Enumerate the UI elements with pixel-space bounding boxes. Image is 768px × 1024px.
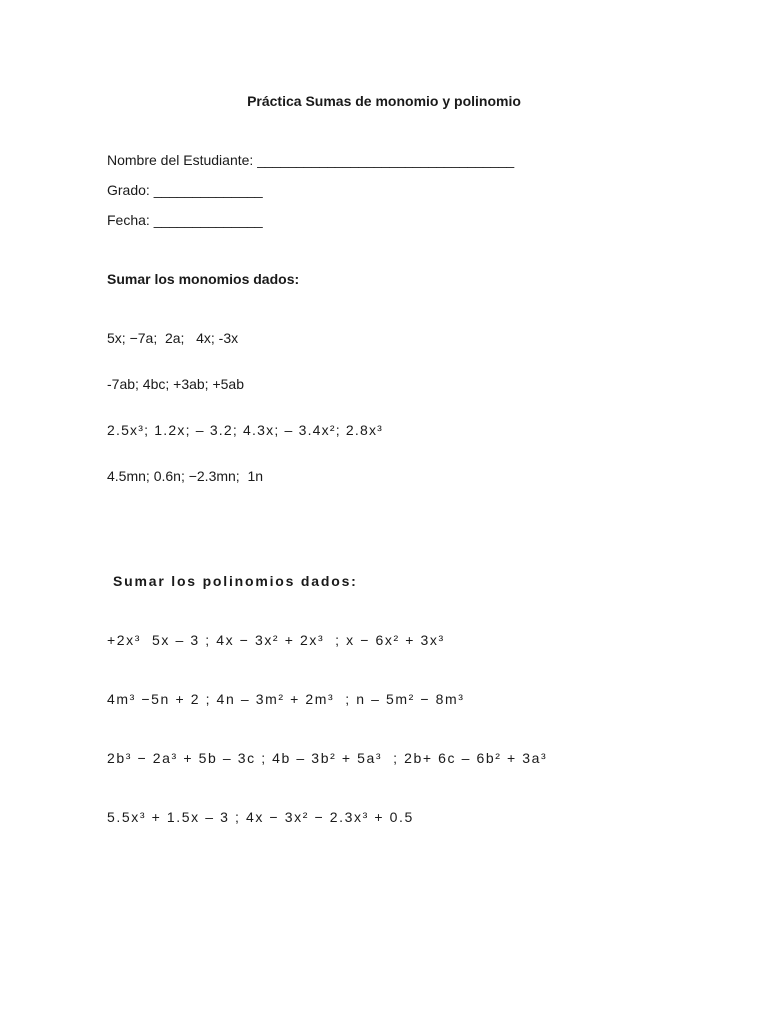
polynomial-exercise-4: 5.5x³ + 1.5x – 3 ; 4x − 3x² − 2.3x³ + 0.5 [107, 809, 414, 825]
monomial-exercise-3: 2.5x³; 1.2x; – 3.2; 4.3x; – 3.4x²; 2.8x³ [107, 422, 384, 438]
polynomials-heading: Sumar los polinomios dados: [113, 573, 358, 589]
page-title: Práctica Sumas de monomio y polinomio [247, 93, 521, 109]
polynomial-exercise-1: +2x³ 5x – 3 ; 4x − 3x² + 2x³ ; x − 6x² + 3x³ [107, 632, 445, 648]
grade-field: Grado: ______________ [107, 182, 263, 198]
monomial-exercise-1: 5x; −7a; 2a; 4x; -3x [107, 330, 239, 346]
monomial-exercise-2: -7ab; 4bc; +3ab; +5ab [107, 376, 244, 392]
monomial-exercise-4: 4.5mn; 0.6n; −2.3mn; 1n [107, 468, 264, 484]
polynomial-exercise-3: 2b³ − 2a³ + 5b – 3c ; 4b – 3b² + 5a³ ; 2b+ 6c – 6b² + 3a³ [107, 750, 548, 766]
polynomial-exercise-2: 4m³ −5n + 2 ; 4n – 3m² + 2m³ ; n – 5m² − 8m³ [107, 691, 465, 707]
student-name-field: Nombre del Estudiante: _________________________________ [107, 152, 515, 168]
date-field: Fecha: ______________ [107, 212, 263, 228]
monomials-heading: Sumar los monomios dados: [107, 271, 300, 287]
